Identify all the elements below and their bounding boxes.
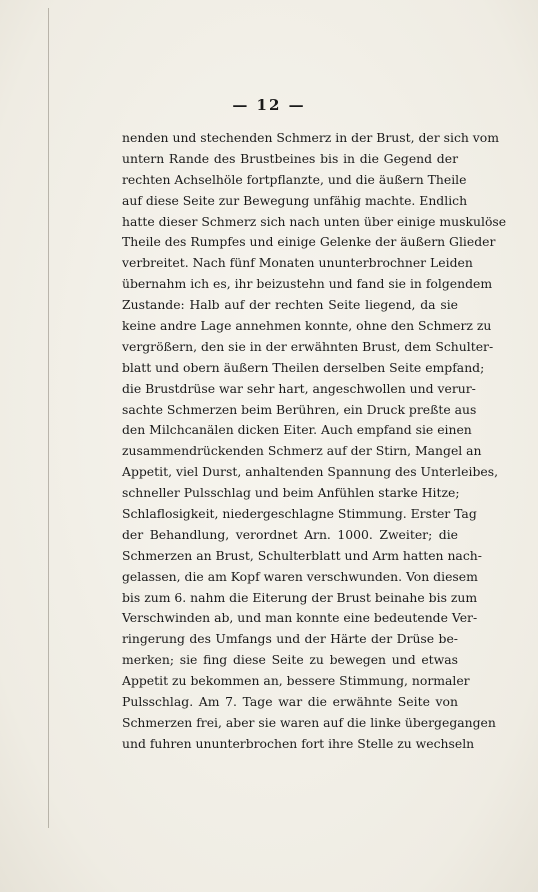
text-line: Verschwinden ab, und man konnte eine bedeutende Ver-	[122, 610, 478, 626]
text-line: Schmerzen an Brust, Schulterblatt und Arm hatten nach-	[122, 547, 482, 563]
text-line: und fuhren ununterbrochen fort ihre Stelle zu wechseln	[122, 735, 475, 751]
text-line: auf diese Seite zur Bewegung unfähig machte. Endlich	[122, 192, 468, 208]
text-line: Pulsschlag. Am 7. Tage war die erwähnte Seite von	[122, 694, 458, 710]
text-line: die Brustdrüse war sehr hart, angeschwollen und verur-	[122, 380, 476, 396]
text-line: gelassen, die am Kopf waren verschwunden. Von diesem	[122, 568, 478, 584]
text-line: der Behandlung, verordnet Arn. 1000. Zweiter; die	[122, 526, 458, 542]
text-line: blatt und obern äußern Theilen derselben Seite empfand;	[122, 359, 485, 375]
binding-edge	[48, 8, 49, 828]
text-line: Appetit, viel Durst, anhaltenden Spannung des Unterleibes,	[122, 464, 499, 480]
text-line: Schmerzen frei, aber sie waren auf die linke übergegangen	[122, 714, 496, 730]
text-line: übernahm ich es, ihr beizustehn und fand sie in folgendem	[122, 276, 493, 292]
text-line: zusammendrückenden Schmerz auf der Stirn, Mangel an	[122, 443, 482, 459]
text-line: bis zum 6. nahm die Eiterung der Brust beinahe bis zum	[122, 589, 478, 605]
text-line: den Milchcanälen dicken Eiter. Auch empfand sie einen	[122, 422, 472, 438]
text-line: Schlaflosigkeit, niedergeschlagne Stimmung. Erster Tag	[122, 506, 477, 522]
text-line: merken; sie fing diese Seite zu bewegen und etwas	[122, 652, 458, 668]
text-line: Zustande: Halb auf der rechten Seite liegend, da sie	[122, 297, 458, 313]
text-line: nenden und stechenden Schmerz in der Brust, der sich vom	[122, 130, 500, 145]
text-line: ringerung des Umfangs und der Härte der Drüse be-	[122, 631, 458, 647]
text-line: keine andre Lage annehmen konnte, ohne den Schmerz zu	[122, 318, 492, 334]
body-text	[122, 128, 507, 755]
text-line: verbreitet. Nach fünf Monaten ununterbrochner Leiden	[122, 255, 473, 271]
text-line: rechten Achselhöle fortpflanzte, und die äußern Theile	[122, 171, 467, 187]
text-line: Theile des Rumpfes und einige Gelenke der äußern Glieder	[122, 234, 496, 250]
page-number: — 12 —	[232, 96, 306, 114]
text-line: vergrößern, den sie in der erwähnten Brust, dem Schulter-	[122, 338, 494, 354]
text-line: sachte Schmerzen beim Berühren, ein Druck preßte aus	[122, 401, 477, 417]
text-line: schneller Pulsschlag und beim Anfühlen starke Hitze;	[122, 485, 460, 501]
text-line: untern Rande des Brustbeines bis in die Gegend der	[122, 150, 458, 166]
text-line: hatte dieser Schmerz sich nach unten über einige muskulöse	[122, 213, 507, 229]
text-line: Appetit zu bekommen an, bessere Stimmung, normaler	[122, 673, 470, 689]
